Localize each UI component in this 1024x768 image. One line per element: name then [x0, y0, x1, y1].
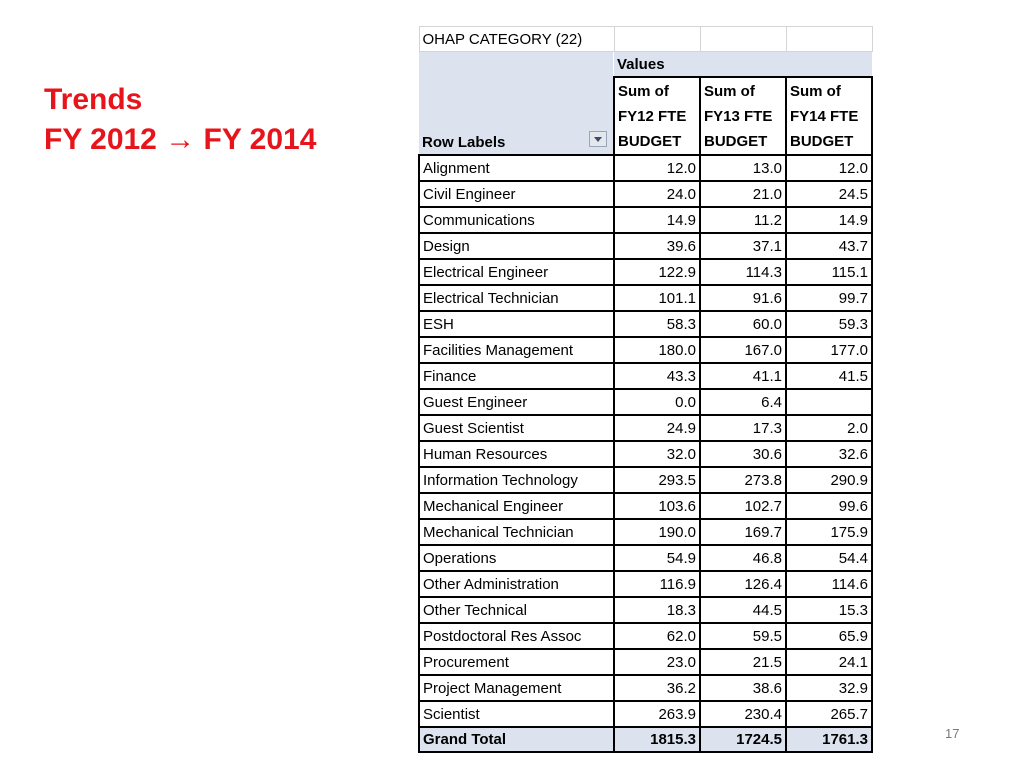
filter-cell: [700, 27, 786, 52]
table-row: [419, 571, 872, 597]
cell-fy12[interactable]: 58.3: [614, 311, 700, 337]
cell-fy12[interactable]: 12.0: [614, 155, 700, 181]
cell-fy12[interactable]: 54.9: [614, 545, 700, 571]
row-label[interactable]: Guest Scientist: [419, 415, 614, 441]
cell-fy13[interactable]: 46.8: [700, 545, 786, 571]
table-row: [419, 311, 872, 337]
column-header-fy14[interactable]: Sum of FY14 FTE BUDGET: [786, 77, 872, 155]
cell-fy14[interactable]: 32.9: [786, 675, 872, 701]
filter-cell: [786, 27, 872, 52]
filter-cell: [614, 27, 700, 52]
row-label[interactable]: Facilities Management: [419, 337, 614, 363]
cell-fy13[interactable]: 230.4: [700, 701, 786, 727]
cell-fy13[interactable]: 44.5: [700, 597, 786, 623]
table-row: [419, 597, 872, 623]
table-row: [419, 675, 872, 701]
table-row: [419, 389, 872, 415]
cell-fy12[interactable]: 122.9: [614, 259, 700, 285]
title-line-1: Trends: [44, 83, 143, 116]
table-row: [419, 493, 872, 519]
cell-fy13[interactable]: 91.6: [700, 285, 786, 311]
cell-fy14[interactable]: 59.3: [786, 311, 872, 337]
cell-fy13[interactable]: 38.6: [700, 675, 786, 701]
row-label[interactable]: Mechanical Engineer: [419, 493, 614, 519]
table-row: [419, 519, 872, 545]
cell-fy13[interactable]: 60.0: [700, 311, 786, 337]
cell-fy12[interactable]: 190.0: [614, 519, 700, 545]
table-row: [419, 415, 872, 441]
cell-fy13[interactable]: 102.7: [700, 493, 786, 519]
row-label[interactable]: Postdoctoral Res Assoc: [419, 623, 614, 649]
row-label[interactable]: Communications: [419, 207, 614, 233]
cell-fy14[interactable]: 114.6: [786, 571, 872, 597]
cell-fy14[interactable]: 41.5: [786, 363, 872, 389]
table-row: [419, 441, 872, 467]
cell-fy14[interactable]: 43.7: [786, 233, 872, 259]
row-labels-header-cell: [419, 52, 614, 156]
row-label[interactable]: Operations: [419, 545, 614, 571]
cell-fy14[interactable]: 54.4: [786, 545, 872, 571]
row-labels-header: Row Labels: [422, 134, 506, 151]
row-label[interactable]: Electrical Technician: [419, 285, 614, 311]
grand-total-fy14[interactable]: 1761.3: [786, 727, 872, 752]
cell-fy13[interactable]: 21.5: [700, 649, 786, 675]
cell-fy14[interactable]: 290.9: [786, 467, 872, 493]
table-row: [419, 649, 872, 675]
cell-fy12[interactable]: 0.0: [614, 389, 700, 415]
row-label[interactable]: Electrical Engineer: [419, 259, 614, 285]
pivot-table: [418, 26, 871, 753]
row-label[interactable]: Procurement: [419, 649, 614, 675]
cell-fy13[interactable]: 17.3: [700, 415, 786, 441]
table-row: [419, 363, 872, 389]
cell-fy14[interactable]: 65.9: [786, 623, 872, 649]
table-row: [419, 285, 872, 311]
cell-fy13[interactable]: 169.7: [700, 519, 786, 545]
cell-fy13[interactable]: 11.2: [700, 207, 786, 233]
cell-fy14[interactable]: [786, 389, 872, 415]
row-label[interactable]: Human Resources: [419, 441, 614, 467]
cell-fy12[interactable]: 14.9: [614, 207, 700, 233]
row-label[interactable]: Project Management: [419, 675, 614, 701]
cell-fy12[interactable]: 39.6: [614, 233, 700, 259]
cell-fy14[interactable]: 32.6: [786, 441, 872, 467]
cell-fy12[interactable]: 43.3: [614, 363, 700, 389]
row-label[interactable]: Design: [419, 233, 614, 259]
cell-fy14[interactable]: 177.0: [786, 337, 872, 363]
cell-fy12[interactable]: 103.6: [614, 493, 700, 519]
column-header-fy13[interactable]: Sum of FY13 FTE BUDGET: [700, 77, 786, 155]
table-row: [419, 233, 872, 259]
cell-fy13[interactable]: 126.4: [700, 571, 786, 597]
cell-fy12[interactable]: 62.0: [614, 623, 700, 649]
cell-fy14[interactable]: 24.5: [786, 181, 872, 207]
cell-fy12[interactable]: 24.0: [614, 181, 700, 207]
cell-fy12[interactable]: 293.5: [614, 467, 700, 493]
slide-title: [44, 80, 316, 160]
column-header-fy12[interactable]: Sum of FY12 FTE BUDGET: [614, 77, 700, 155]
table-row: [419, 207, 872, 233]
row-label[interactable]: Civil Engineer: [419, 181, 614, 207]
cell-fy14[interactable]: 99.6: [786, 493, 872, 519]
cell-fy12[interactable]: 36.2: [614, 675, 700, 701]
row-label[interactable]: Guest Engineer: [419, 389, 614, 415]
cell-fy12[interactable]: 24.9: [614, 415, 700, 441]
row-label[interactable]: Alignment: [419, 155, 614, 181]
cell-fy14[interactable]: 2.0: [786, 415, 872, 441]
filter-dropdown-icon[interactable]: [589, 131, 607, 147]
cell-fy14[interactable]: 15.3: [786, 597, 872, 623]
cell-fy14[interactable]: 265.7: [786, 701, 872, 727]
cell-fy14[interactable]: 14.9: [786, 207, 872, 233]
cell-fy13[interactable]: 59.5: [700, 623, 786, 649]
cell-fy12[interactable]: 180.0: [614, 337, 700, 363]
cell-fy12[interactable]: 263.9: [614, 701, 700, 727]
values-header: Values: [614, 52, 872, 78]
page-number: 17: [945, 726, 960, 741]
grand-total-label[interactable]: Grand Total: [419, 727, 614, 752]
cell-fy13[interactable]: 6.4: [700, 389, 786, 415]
cell-fy13[interactable]: 13.0: [700, 155, 786, 181]
cell-fy14[interactable]: 12.0: [786, 155, 872, 181]
row-label[interactable]: Mechanical Technician: [419, 519, 614, 545]
cell-fy12[interactable]: 116.9: [614, 571, 700, 597]
filter-label[interactable]: OHAP CATEGORY (22): [419, 27, 614, 52]
table-row: [419, 155, 872, 181]
row-label[interactable]: Scientist: [419, 701, 614, 727]
row-label[interactable]: Other Administration: [419, 571, 614, 597]
filter-row: [419, 27, 872, 52]
cell-fy13[interactable]: 273.8: [700, 467, 786, 493]
title-line-2: FY 2012 → FY 2014: [44, 123, 317, 156]
table-row: [419, 467, 872, 493]
cell-fy12[interactable]: 18.3: [614, 597, 700, 623]
row-label[interactable]: ESH: [419, 311, 614, 337]
cell-fy13[interactable]: 21.0: [700, 181, 786, 207]
cell-fy12[interactable]: 23.0: [614, 649, 700, 675]
values-header-row: [419, 52, 872, 78]
cell-fy13[interactable]: 30.6: [700, 441, 786, 467]
cell-fy14[interactable]: 99.7: [786, 285, 872, 311]
cell-fy14[interactable]: 24.1: [786, 649, 872, 675]
table-row: [419, 701, 872, 727]
table-row: [419, 259, 872, 285]
grand-total-fy12[interactable]: 1815.3: [614, 727, 700, 752]
table-row: [419, 337, 872, 363]
row-label[interactable]: Information Technology: [419, 467, 614, 493]
cell-fy13[interactable]: 37.1: [700, 233, 786, 259]
data-rows: [419, 155, 872, 727]
row-label[interactable]: Other Technical: [419, 597, 614, 623]
cell-fy13[interactable]: 167.0: [700, 337, 786, 363]
row-label[interactable]: Finance: [419, 363, 614, 389]
grand-total-fy13[interactable]: 1724.5: [700, 727, 786, 752]
cell-fy12[interactable]: 101.1: [614, 285, 700, 311]
cell-fy13[interactable]: 41.1: [700, 363, 786, 389]
cell-fy14[interactable]: 175.9: [786, 519, 872, 545]
table-row: [419, 545, 872, 571]
table-row: [419, 623, 872, 649]
grand-total-row: [419, 727, 872, 752]
cell-fy14[interactable]: 115.1: [786, 259, 872, 285]
table-row: [419, 181, 872, 207]
cell-fy12[interactable]: 32.0: [614, 441, 700, 467]
cell-fy13[interactable]: 114.3: [700, 259, 786, 285]
